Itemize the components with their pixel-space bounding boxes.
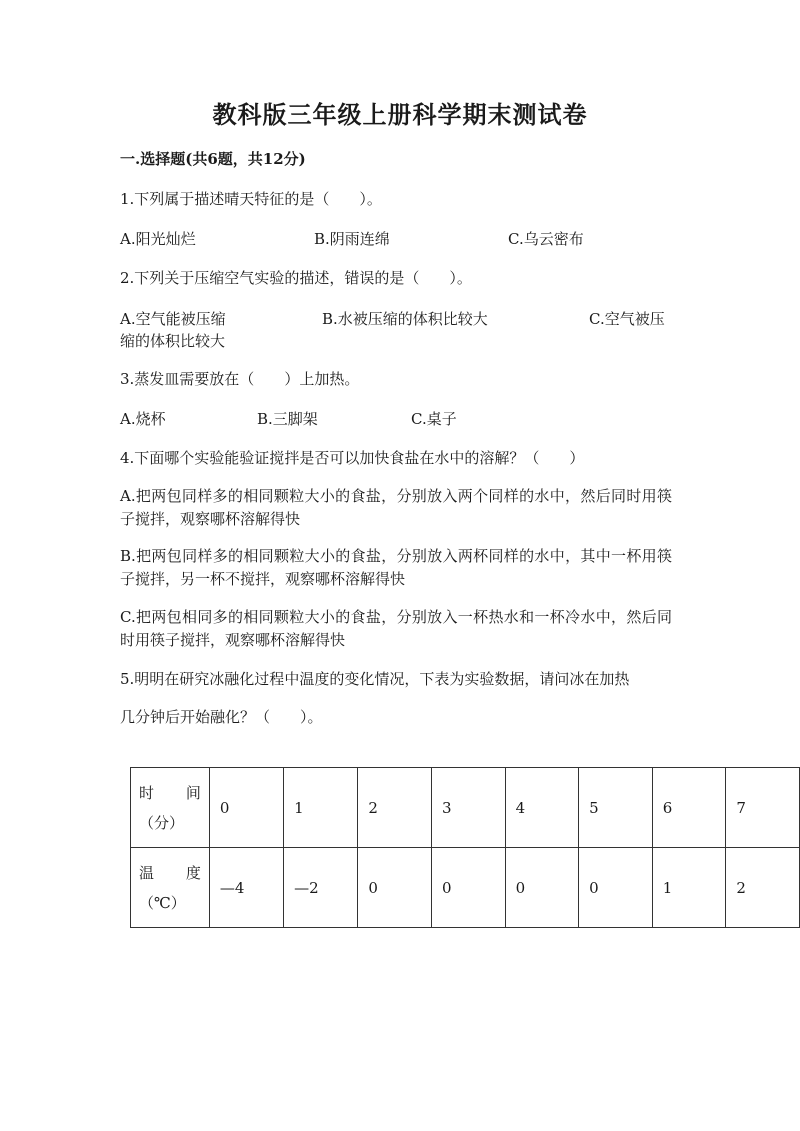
temperature-cell: —4 <box>209 848 283 928</box>
question-5-stem-line-2: 几分钟后开始融化？（ ）。 <box>120 708 323 726</box>
ice-melting-data-table <box>130 767 800 928</box>
question-5-stem-line-1: 5.明明在研究冰融化过程中温度的变化情况，下表为实验数据，请问冰在加热 <box>120 670 630 688</box>
temperature-header-char-1: 温 <box>139 863 155 882</box>
question-1-option-b: B.阴雨连绵 <box>314 230 390 248</box>
question-1-option-a: A.阳光灿烂 <box>120 230 196 248</box>
question-1-option-c: C.乌云密布 <box>508 230 584 248</box>
time-cell: 3 <box>431 768 505 848</box>
question-2-option-c-continued: 缩的体积比较大 <box>120 332 226 350</box>
time-cell: 4 <box>505 768 579 848</box>
exam-title: 教科版三年级上册科学期末测试卷 <box>212 100 588 129</box>
time-cell: 7 <box>726 768 800 848</box>
temperature-cell: 0 <box>505 848 579 928</box>
question-2-option-b: B.水被压缩的体积比较大 <box>322 310 488 328</box>
question-2-option-c: C.空气被压 <box>589 310 665 328</box>
time-header-char-1: 时 <box>139 783 155 802</box>
table-row-time <box>131 768 800 848</box>
time-cell: 2 <box>358 768 432 848</box>
table-row-temperature <box>131 848 800 928</box>
temperature-cell: 0 <box>579 848 653 928</box>
time-cell: 0 <box>209 768 283 848</box>
time-header-char-2: 间 <box>185 783 201 802</box>
question-2-option-a: A.空气能被压缩 <box>120 310 226 328</box>
temperature-cell: 0 <box>431 848 505 928</box>
section-heading: 一.选择题(共6题，共12分) <box>120 150 306 168</box>
question-2-stem: 2.下列关于压缩空气实验的描述，错误的是（ ）。 <box>120 269 472 287</box>
temperature-cell: 1 <box>652 848 726 928</box>
temperature-cell: —2 <box>284 848 358 928</box>
temperature-header-unit: （℃） <box>139 893 186 912</box>
temperature-cell: 2 <box>726 848 800 928</box>
question-4-option-c: C.把两包相同多的相同颗粒大小的食盐，分别放入一杯热水和一杯冷水中，然后同时用筷子搅拌，观察哪杯溶解得快 <box>120 608 672 649</box>
question-4-stem: 4.下面哪个实验能验证搅拌是否可以加快食盐在水中的溶解？（ ） <box>120 449 585 467</box>
question-3-option-b: B.三脚架 <box>257 410 318 428</box>
question-4-option-b: B.把两包同样多的相同颗粒大小的食盐，分别放入两杯同样的水中，其中一杯用筷子搅拌，另一杯不搅拌，观察哪杯溶解得快 <box>120 547 672 588</box>
temperature-header-cell <box>131 848 210 928</box>
time-header-unit: （分） <box>139 813 185 832</box>
time-cell: 1 <box>284 768 358 848</box>
question-3-option-c: C.桌子 <box>411 410 457 428</box>
question-4-option-a: A.把两包同样多的相同颗粒大小的食盐，分别放入两个同样的水中，然后同时用筷子搅拌，观察哪杯溶解得快 <box>120 487 672 528</box>
time-header-cell <box>131 768 210 848</box>
temperature-header-char-2: 度 <box>185 863 201 882</box>
question-3-stem: 3.蒸发皿需要放在（ ）上加热。 <box>120 370 360 388</box>
question-3-option-a: A.烧杯 <box>120 410 166 428</box>
temperature-cell: 0 <box>358 848 432 928</box>
time-cell: 6 <box>652 768 726 848</box>
time-cell: 5 <box>579 768 653 848</box>
question-1-stem: 1.下列属于描述晴天特征的是（ ）。 <box>120 190 382 208</box>
